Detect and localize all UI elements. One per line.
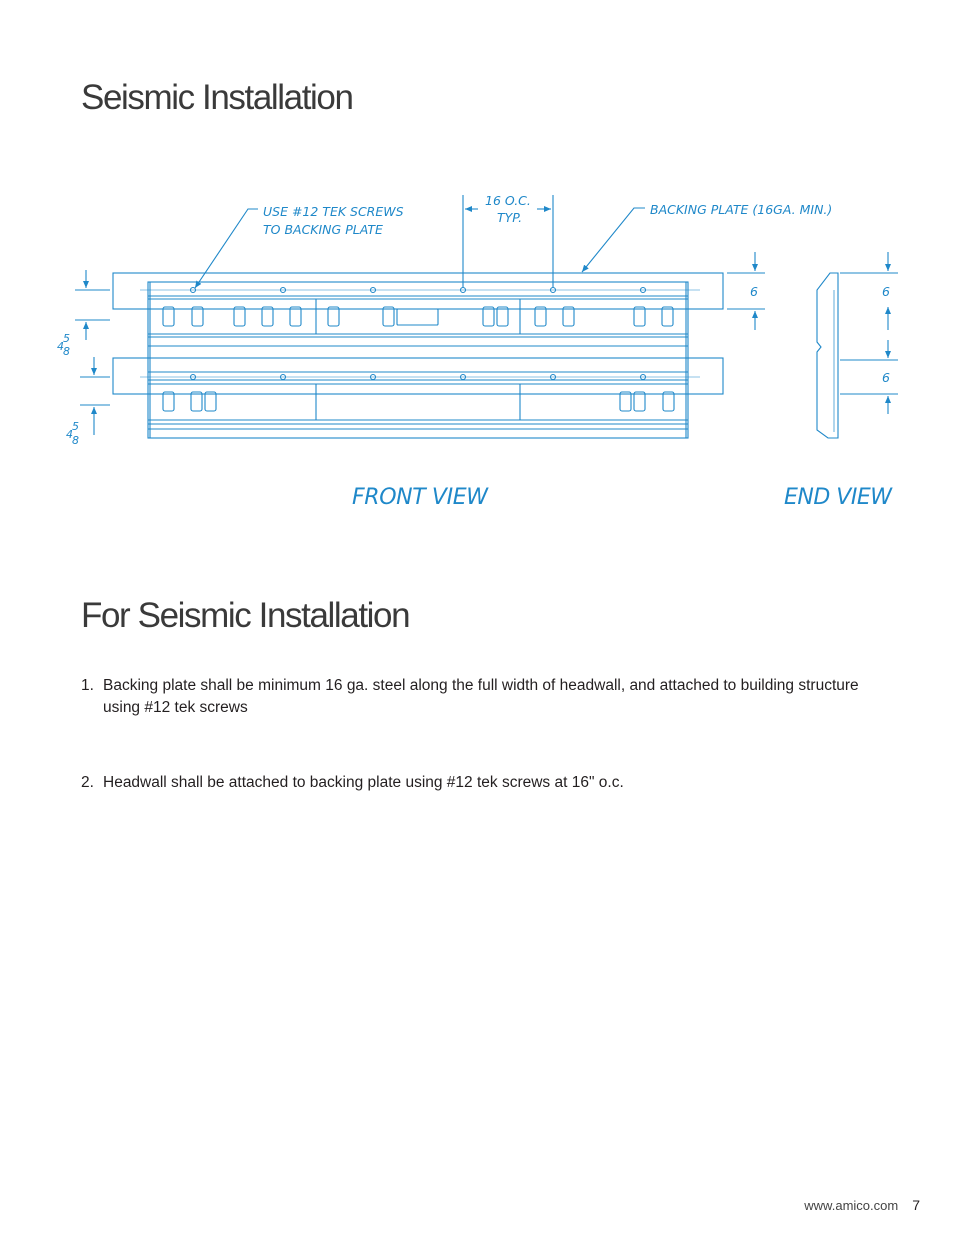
screws-callout-line1: USE #12 TEK SCREWS — [263, 204, 404, 219]
dim-6-front: 6 — [750, 284, 758, 299]
backing-plate-upper — [113, 273, 723, 309]
dim-6-end-upper: 6 — [882, 284, 890, 299]
section-title: For Seismic Installation — [81, 596, 410, 635]
spacing-callout-line2: TYP. — [497, 210, 523, 225]
page-title: Seismic Installation — [81, 78, 353, 117]
dim-fraction-lower-den: 8 — [72, 434, 79, 447]
instruction-text: Backing plate shall be minimum 16 ga. steel along the full width of headwall, and attached to building structure using #12 tek screws — [103, 677, 859, 716]
page-footer — [804, 1197, 920, 1213]
seismic-installation-drawing — [0, 180, 954, 520]
instruction-item-2 — [81, 772, 861, 794]
dim-6-end-lower: 6 — [882, 370, 890, 385]
screws-callout-line2: TO BACKING PLATE — [263, 222, 383, 237]
dim-fraction-upper-den: 8 — [63, 345, 70, 358]
headwall-body — [148, 282, 688, 438]
dim-fraction-upper-num: 5 — [63, 332, 70, 345]
spacing-callout-line1: 16 O.C. — [485, 193, 531, 208]
dim-fraction-lower-whole: 4 — [66, 428, 73, 441]
instruction-number: 1. — [81, 677, 94, 694]
instruction-item-1 — [81, 675, 861, 719]
backing-plate-lower — [113, 358, 723, 394]
instruction-number: 2. — [81, 774, 94, 791]
end-view-label: END VIEW — [784, 485, 892, 510]
dim-fraction-lower-num: 5 — [72, 420, 79, 433]
instruction-text: Headwall shall be attached to backing plate using #12 tek screws at 16" o.c. — [103, 774, 624, 791]
front-view-label: FRONT VIEW — [352, 485, 488, 510]
backing-plate-callout: BACKING PLATE (16GA. MIN.) — [650, 202, 833, 217]
dim-fraction-upper-whole: 4 — [57, 340, 64, 353]
end-view-profile — [817, 273, 838, 438]
footer-url: www.amico.com — [804, 1198, 899, 1213]
page-number: 7 — [912, 1197, 920, 1213]
